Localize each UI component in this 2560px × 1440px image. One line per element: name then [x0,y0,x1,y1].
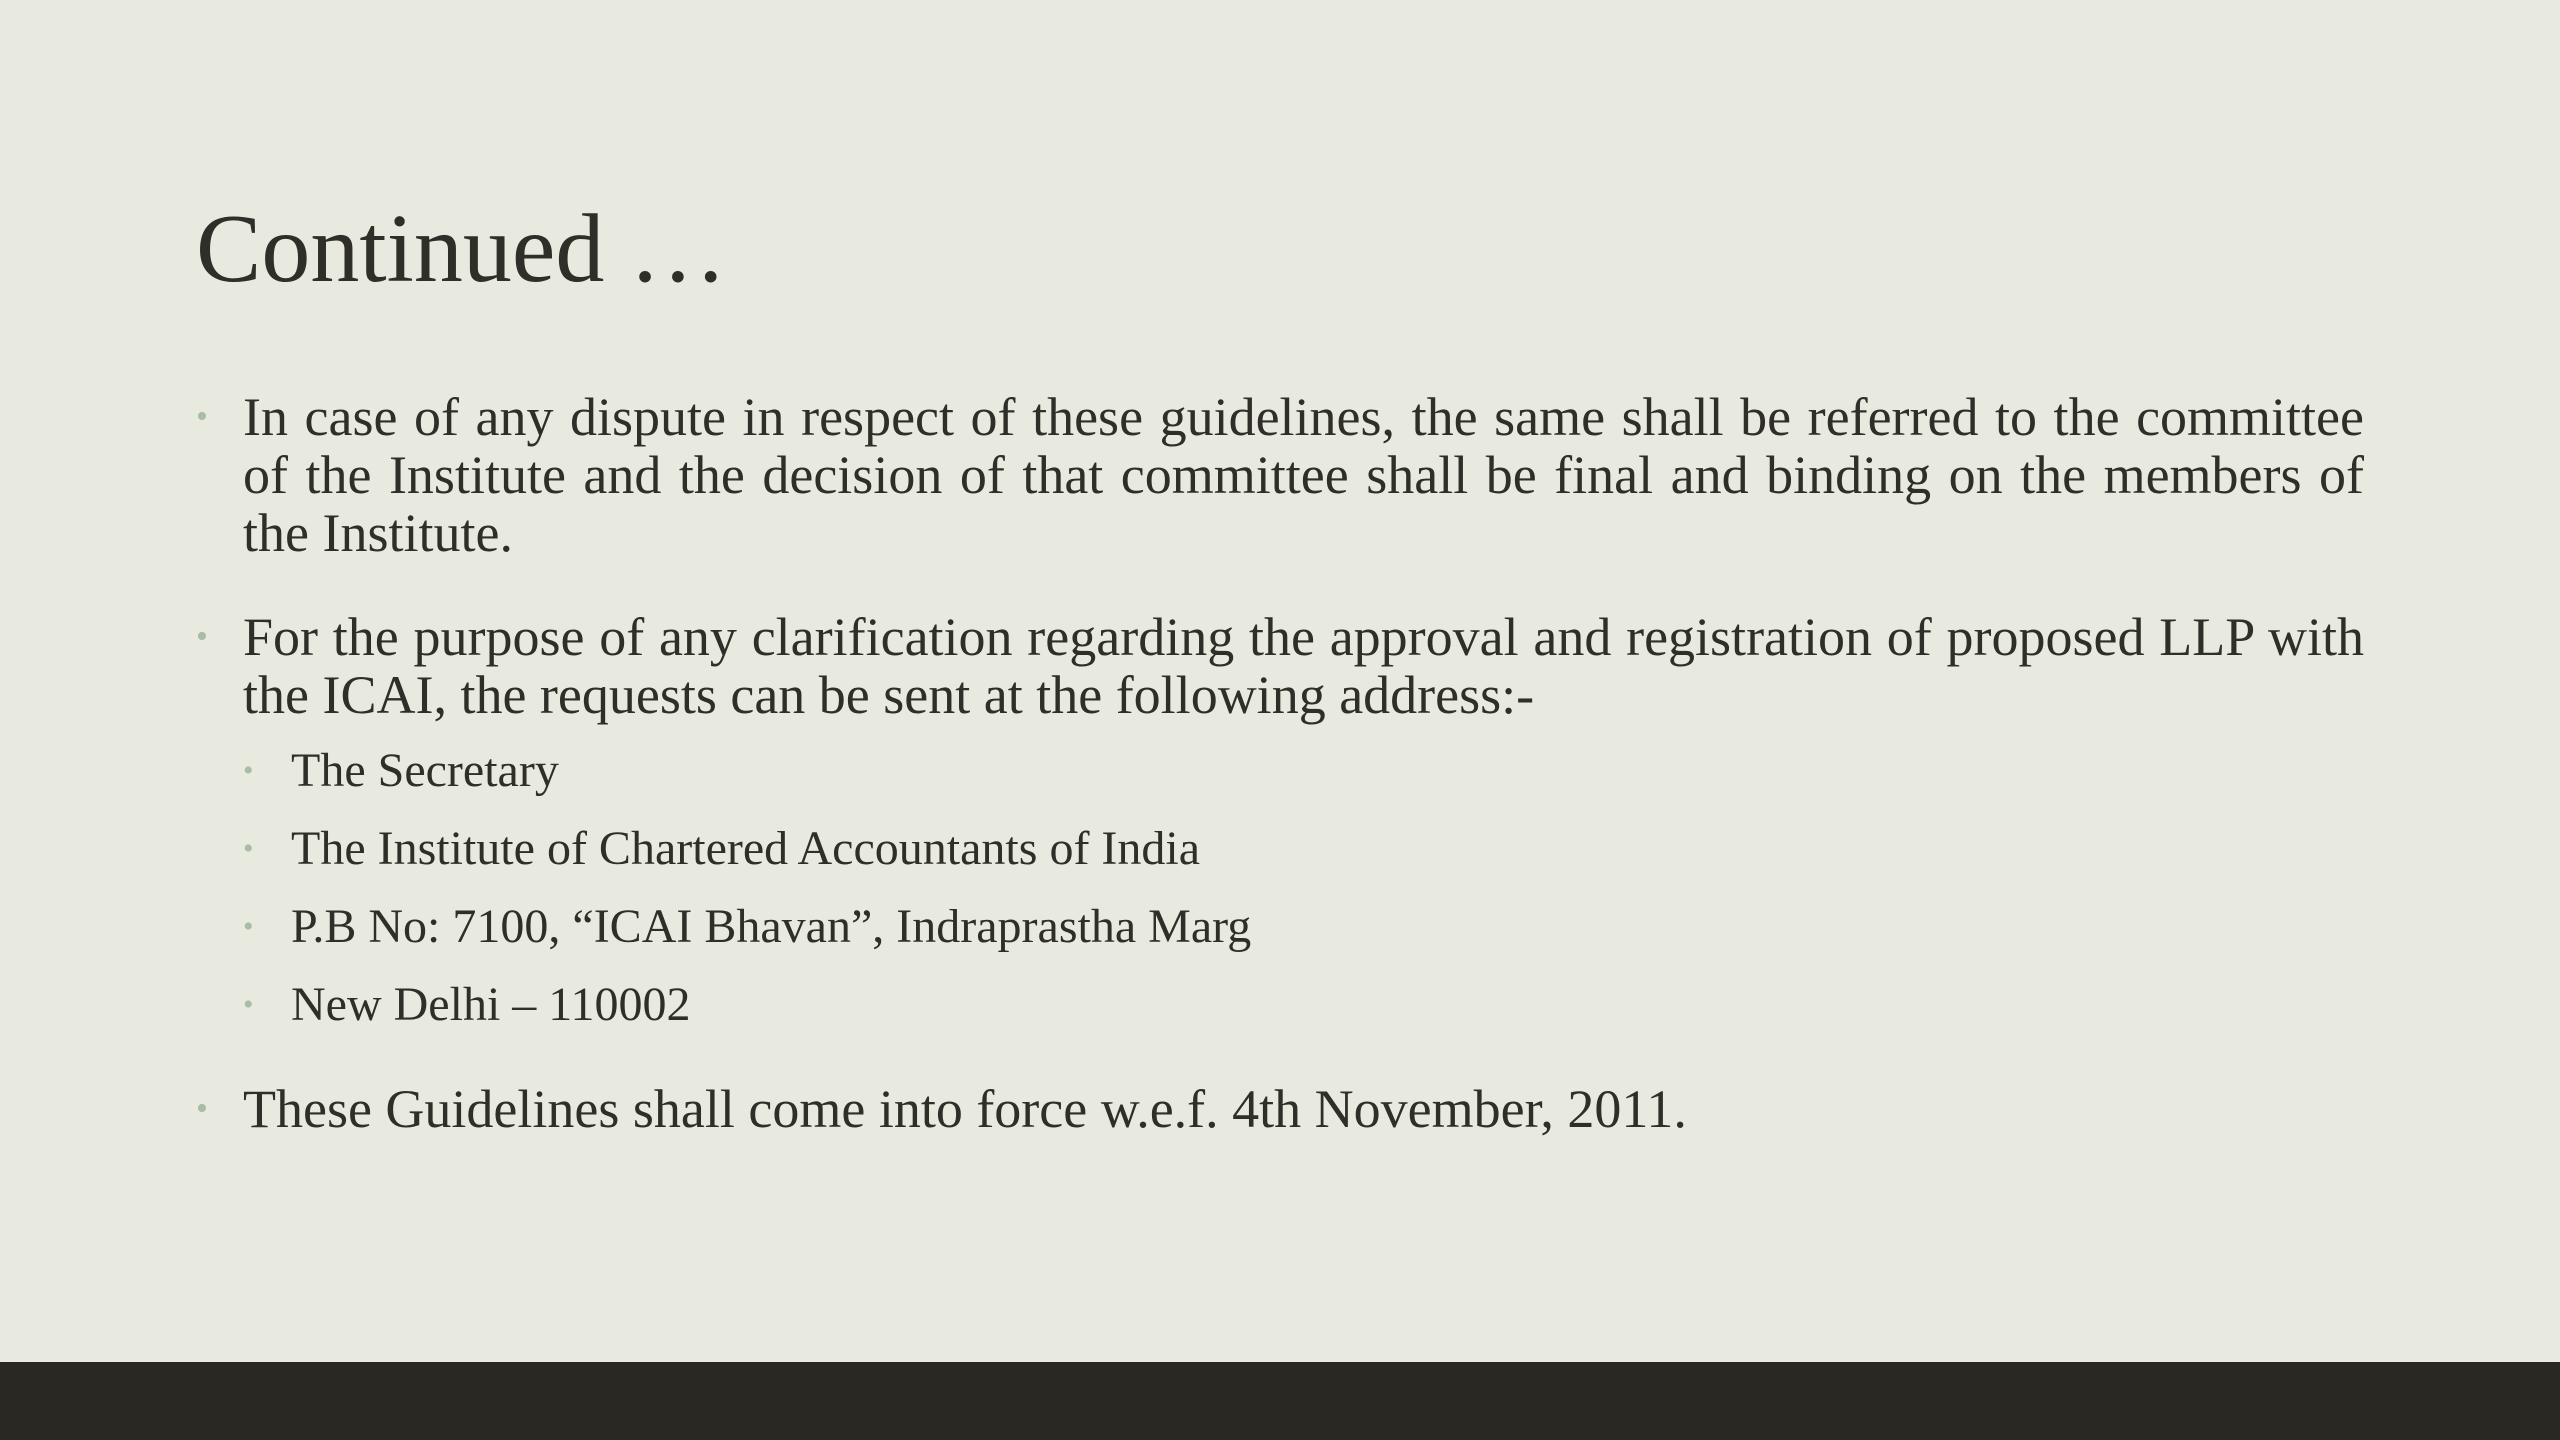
bullet-icon: • [196,618,208,655]
sub-bullet-icon: • [243,832,254,865]
bullet-item-clarification [196,608,2364,1034]
address-line-text: The Secretary [291,744,559,797]
bullet-item-effective-date [196,1080,2364,1138]
bullet-text: These Guidelines shall come into force w.e.f. 4th November, 2011. [243,1079,1687,1139]
sub-bullet-icon: • [243,988,254,1021]
bullet-icon: • [196,398,208,435]
bullet-text: For the purpose of any clarification regarding the approval and registration of proposed LLP with the ICAI, the requests can be sent at the following address:- [243,607,2364,725]
address-line-text: New Delhi – 110002 [291,978,691,1031]
bullet-icon: • [196,1090,208,1127]
address-line [243,898,2364,956]
bullet-text: In case of any dispute in respect of these guidelines, the same shall be referred to the committee of the Institute and the decision of that committee shall be final and binding on the members of the Institute. [243,387,2364,563]
address-line [243,976,2364,1034]
slide-title: Continued … [196,195,727,303]
bullet-item-dispute [196,388,2364,562]
footer-bar [0,1362,2560,1440]
sub-bullet-icon: • [243,910,254,943]
address-line-text: The Institute of Chartered Accountants of India [291,822,1201,875]
address-line-text: P.B No: 7100, “ICAI Bhavan”, Indraprastha Marg [291,900,1252,953]
address-list [243,742,2364,1034]
address-line [243,820,2364,878]
address-line [243,742,2364,800]
bullet-list [196,388,2364,1138]
sub-bullet-icon: • [243,754,254,787]
